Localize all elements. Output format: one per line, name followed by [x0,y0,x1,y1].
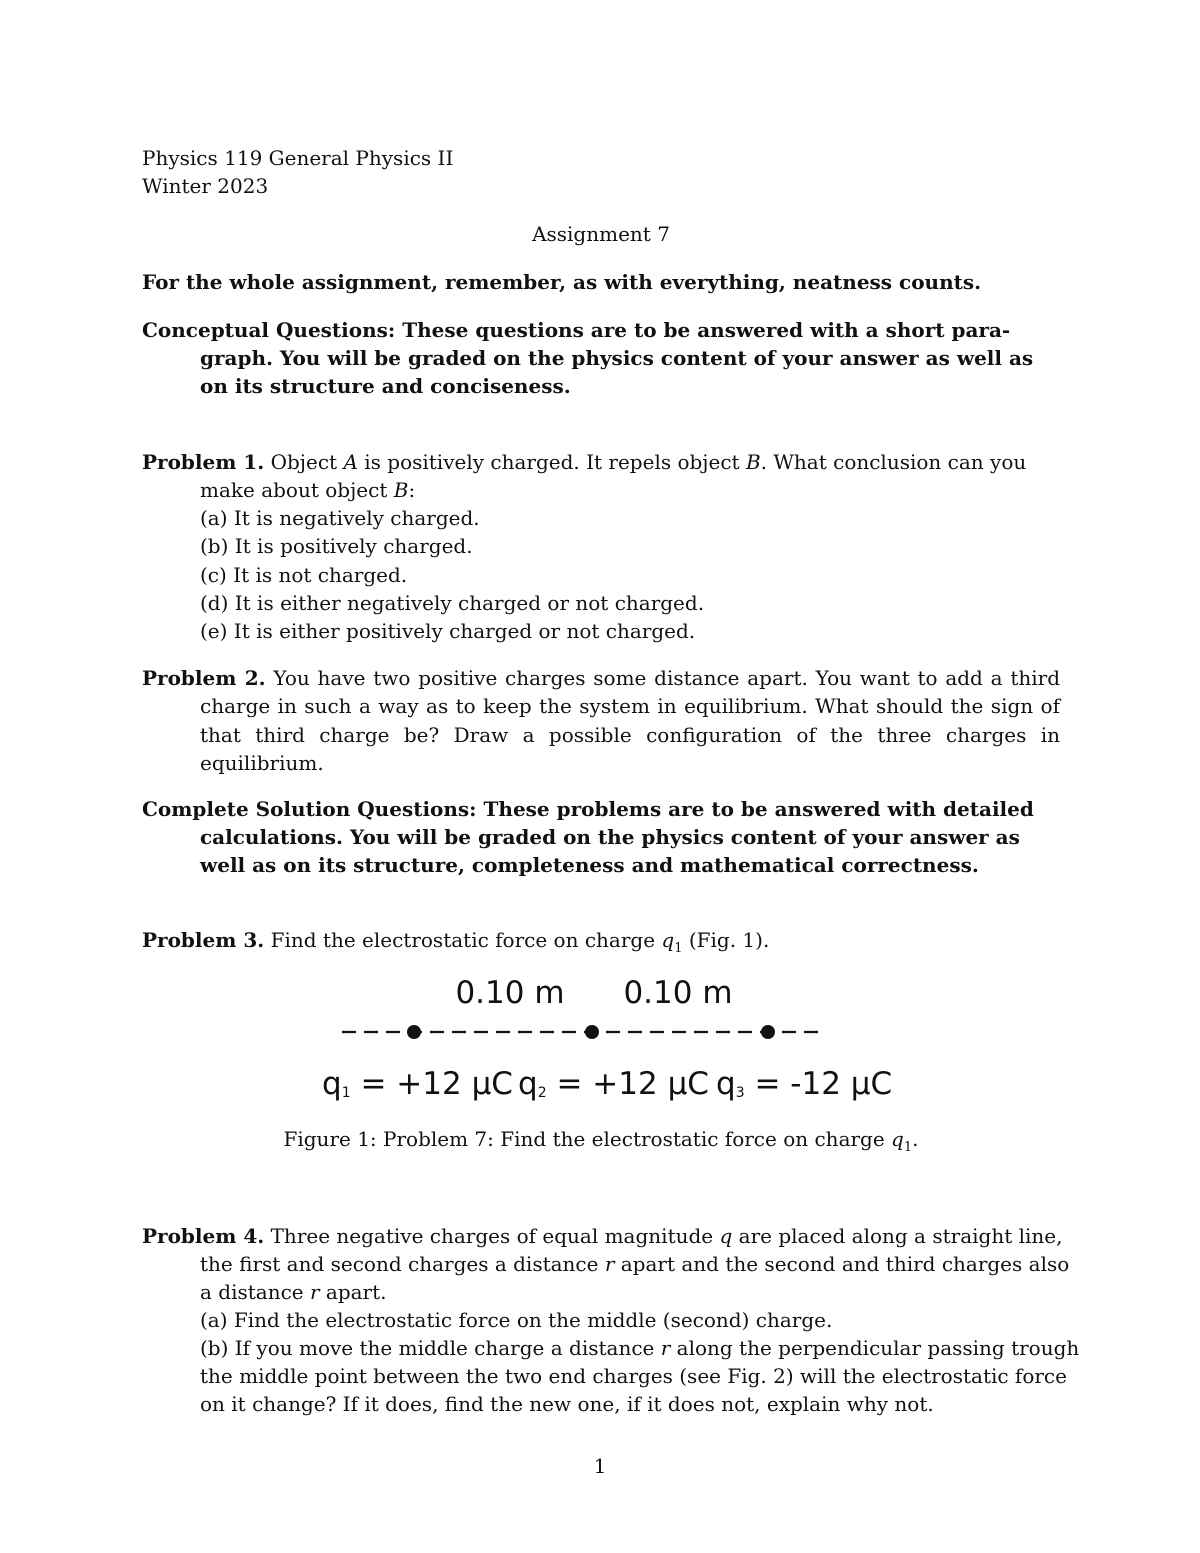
charge-q3-dot [761,1025,775,1039]
problem-1-option-e: (e) It is either positively charged or not charged. [200,619,696,644]
problem-1-label: Problem 1. [142,450,265,474]
problem-4-line-3: a distance r apart. [200,1280,387,1304]
neatness-note: For the whole assignment, remember, as with everything, neatness counts. [142,270,982,294]
problem-3: Problem 3. Find the electrostatic force on charge $q_1$ (Fig. 1). [142,928,770,956]
problem-1-option-c: (c) It is not charged. [200,562,408,587]
problem-4-line-2: the first and second charges a distance r apart and the second and third charges also [200,1252,1070,1276]
charge-q3-label: q3 = -12 μC [716,1066,893,1102]
problem-4-part-b-line-1: (b) If you move the middle charge a distance r along the perpendicular passing trough [200,1336,1080,1360]
charge-q1-label: q1 = +12 μC [322,1066,513,1102]
page-number: 1 [593,1454,607,1478]
term: Winter 2023 [142,174,269,198]
problem-2-label: Problem 2. [142,666,266,690]
problem-1-option-b: (b) It is positively charged. [200,534,473,559]
assignment-title: Assignment 7 [532,222,670,246]
complete-line-2: calculations. You will be graded on the physics content of your answer as [200,825,1020,849]
complete-line-1: Complete Solution Questions: These problems are to be answered with detailed [142,797,1034,821]
charge-q1-dot [407,1025,421,1039]
conceptual-line-3: on its structure and conciseness. [200,374,571,398]
problem-1-line-2: make about object B: [200,478,416,502]
charge-q2-dot [585,1025,599,1039]
problem-4-part-b-line-3: on it change? If it does, find the new one, if it does not, explain why not. [200,1392,934,1416]
problem-4-part-a: (a) Find the electrostatic force on the middle (second) charge. [200,1308,833,1332]
distance-label-1: 0.10 m [455,975,565,1011]
var-a: A [343,450,358,474]
var-b: B [745,450,761,474]
problem-1-line-1: Problem 1. Object A is positively charged. It repels object B. What conclusion can you [142,450,1027,474]
problem-1-option-d: (d) It is either negatively charged or not charged. [200,590,705,615]
problem-1-option-a: (a) It is negatively charged. [200,506,480,530]
problem-4-label: Problem 4. [142,1224,265,1248]
complete-line-3: well as on its structure, completeness and mathematical correctness. [200,853,979,877]
conceptual-line-2: graph. You will be graded on the physics content of your answer as well as [200,346,1034,370]
figure-1-caption: Figure 1: Problem 7: Find the electrostatic force on charge $q_1$. [283,1127,919,1155]
distance-label-2: 0.10 m [623,975,733,1011]
problem-4-line-1: Problem 4. Three negative charges of equal magnitude q are placed along a straight line, [142,1224,1063,1248]
charge-q2-label: q2 = +12 μC [518,1066,709,1102]
conceptual-line-1: Conceptual Questions: These questions are to be answered with a short para- [142,318,1011,342]
problem-3-label: Problem 3. [142,928,265,952]
course-title: Physics 119 General Physics II [142,146,454,170]
problem-4-part-b-line-2: the middle point between the two end charges (see Fig. 2) will the electrostatic force [200,1364,1067,1388]
problem-2-text: You have two positive charges some distance apart. You want to add a third charge in such a way as to keep the system in equilibrium. What should the sign of that third charge be? Draw a possible configuration of the three charges in equilibrium. [200,666,1060,776]
